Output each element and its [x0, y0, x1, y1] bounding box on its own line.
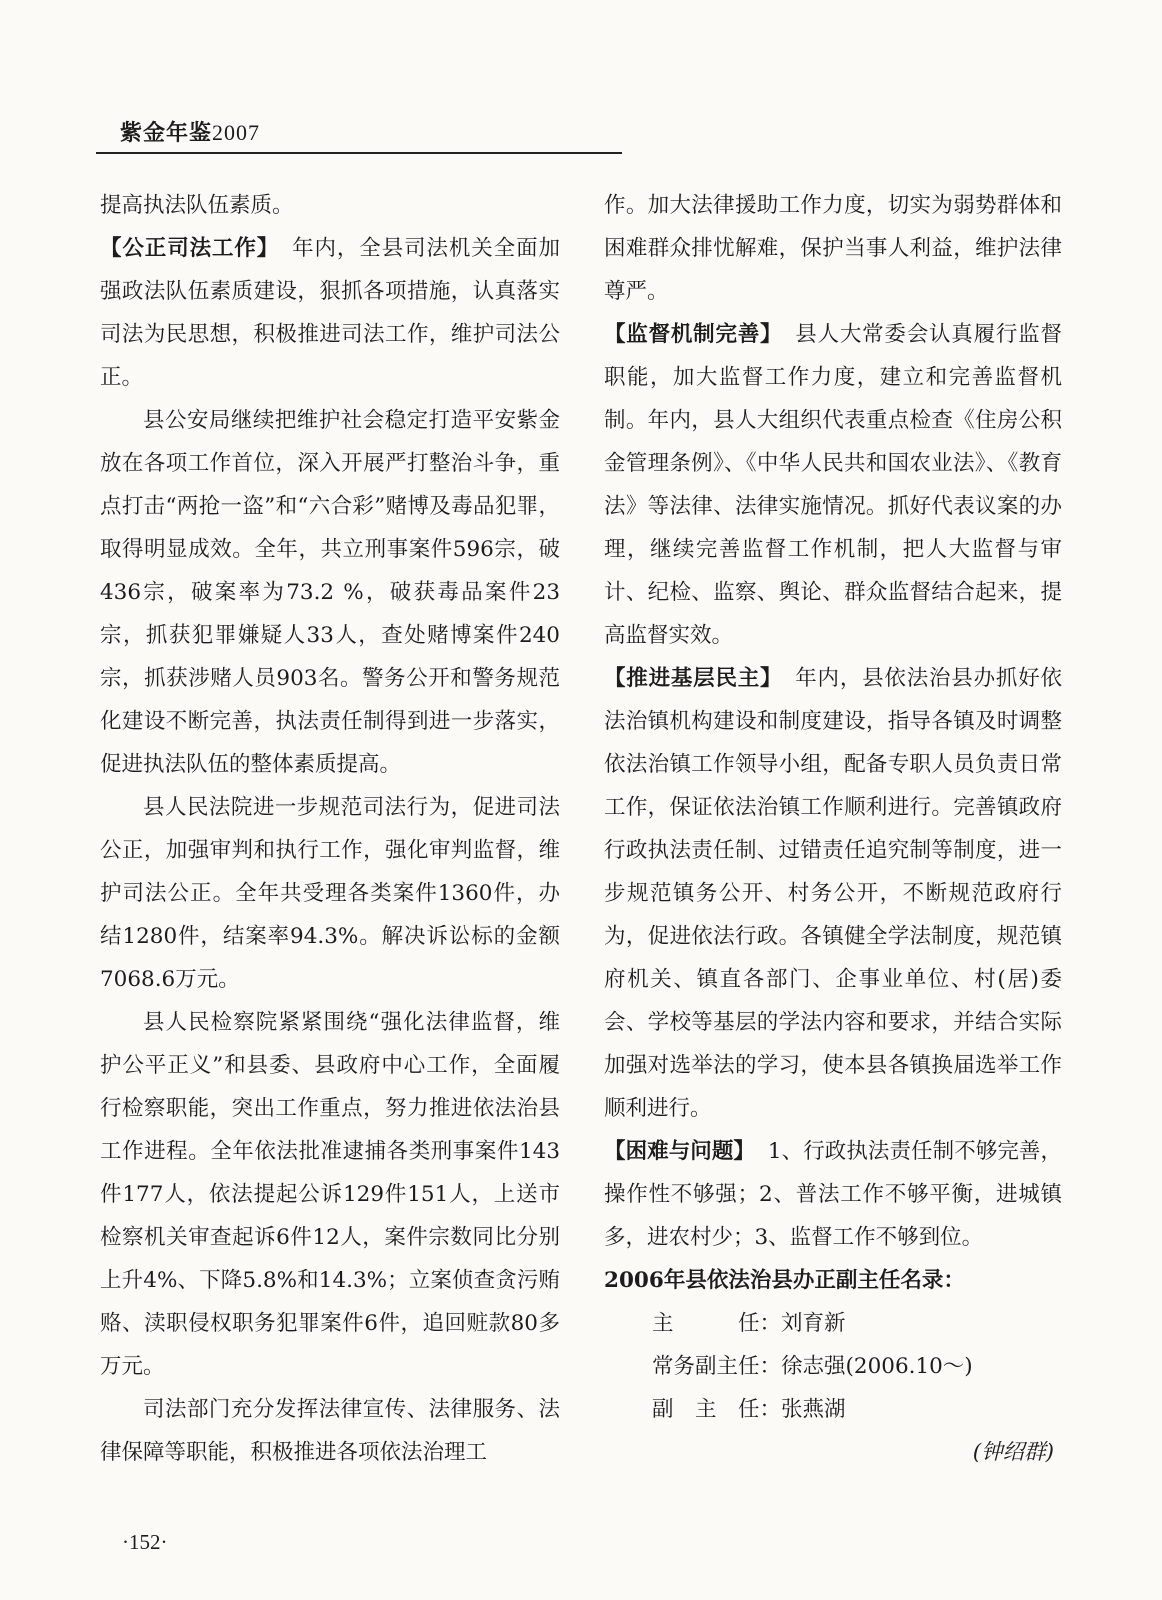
section-heading: 【监督机制完善】 — [604, 322, 783, 347]
paragraph: 县人民法院进一步规范司法行为，促进司法公正，加强审判和执行工作，强化审判监督，维护司法公正。全年共受理各类案件1360件，办结1280件，结案率94.3%。解决诉讼标的金额7068.6万元。 — [100, 795, 560, 992]
directory-name: 刘育新 — [781, 1311, 846, 1336]
left-column — [100, 184, 560, 1474]
header-rule — [96, 152, 622, 154]
section-text: 年内，县依法治县办抓好依法治镇机构建设和制度建设，指导各镇及时调整依法治镇工作领导小组，配备专职人员负责日常工作，保证依法治镇工作顺利进行。完善镇政府行政执法责任制、过错责任追究制等制度，进一步规范镇务公开、村务公开，不断规范政府行为，促进依法行政。各镇健全学法制度，规范镇府机关、镇直各部门、企事业单位、村(居)委会、学校等基层的学法内容和要求，并结合实际加强对选举法的学习，使本县各镇换届选举工作顺利进行。 — [604, 666, 1062, 1121]
author-credit: (钟绍群) — [972, 1440, 1054, 1465]
directory-role: 副 主 任： — [652, 1397, 782, 1422]
paragraph: 提高执法队伍素质。 — [100, 193, 294, 218]
running-header — [120, 116, 260, 147]
directory-row — [604, 1302, 1062, 1345]
paragraph — [604, 1130, 1062, 1259]
directory-row — [604, 1388, 1062, 1431]
paragraph — [604, 313, 1062, 657]
yearbook-title: 紫金年鉴 — [120, 120, 213, 146]
paragraph: 县公安局继续把维护社会稳定打造平安紫金放在各项工作首位，深入开展严打整治斗争，重点打击“两抢一盗”和“六合彩”赌博及毒品犯罪，取得明显成效。全年，共立刑事案件596宗，破436宗，破案率为73.2 %，破获毒品案件23宗，抓获犯罪嫌疑人33人，查处赌博案件240宗，抓获涉赌人员903名。警务公开和警务规范化建设不断完善，执法责任制得到进一步落实，促进执法队伍的整体素质提高。 — [100, 408, 560, 777]
section-text: 年内，全县司法机关全面加强政法队伍素质建设，狠抓各项措施，认真落实司法为民思想，积极推进司法工作，维护司法公正。 — [100, 236, 560, 390]
section-text: 县人大常委会认真履行监督职能，加大监督工作力度，建立和完善监督机制。年内，县人大组织代表重点检查《住房公积金管理条例》、《中华人民共和国农业法》、《教育法》等法律、法律实施情况。抓好代表议案的办理，继续完善监督工作机制，把人大监督与审计、纪检、监察、舆论、群众监督结合起来，提高监督实效。 — [604, 322, 1062, 648]
right-column — [604, 184, 1062, 1474]
directory-title: 2006年县依法治县办正副主任名录： — [604, 1268, 965, 1293]
paragraph — [604, 657, 1062, 1130]
directory-name: 张燕湖 — [781, 1397, 846, 1422]
paragraph: 作。加大法律援助工作力度，切实为弱势群体和困难群众排忧解难，保护当事人利益，维护法律尊严。 — [604, 193, 1062, 304]
directory-row — [604, 1345, 1062, 1388]
yearbook-year: 2007 — [212, 120, 261, 145]
paragraph: 司法部门充分发挥法律宣传、法律服务、法律保障等职能，积极推进各项依法治理工 — [100, 1397, 560, 1465]
section-heading: 【推进基层民主】 — [604, 666, 783, 691]
page-number: ·152· — [122, 1530, 168, 1554]
paragraph — [100, 227, 560, 399]
directory-role: 常务副主任： — [652, 1354, 782, 1379]
directory-name: 徐志强(2006.10～) — [781, 1354, 973, 1379]
section-heading: 【公正司法工作】 — [100, 236, 280, 261]
directory-role: 主 任： — [652, 1311, 782, 1336]
paragraph: 县人民检察院紧紧围绕“强化法律监督，维护公平正义”和县委、县政府中心工作，全面履行检察职能，突出工作重点，努力推进依法治县工作进程。全年依法批准逮捕各类刑事案件143件177人，依法提起公诉129件151人，上送市检察机关审查起诉6件12人，案件宗数同比分别上升4%、下降5.8%和14.3%；立案侦查贪污贿赂、渎职侵权职务犯罪案件6件，追回赃款80多万元。 — [100, 1010, 560, 1379]
section-heading: 【困难与问题】 — [604, 1139, 755, 1164]
section-text: 1、行政执法责任制不够完善，操作性不够强；2、普法工作不够平衡，进城镇多，进农村少；3、监督工作不够到位。 — [604, 1139, 1062, 1250]
